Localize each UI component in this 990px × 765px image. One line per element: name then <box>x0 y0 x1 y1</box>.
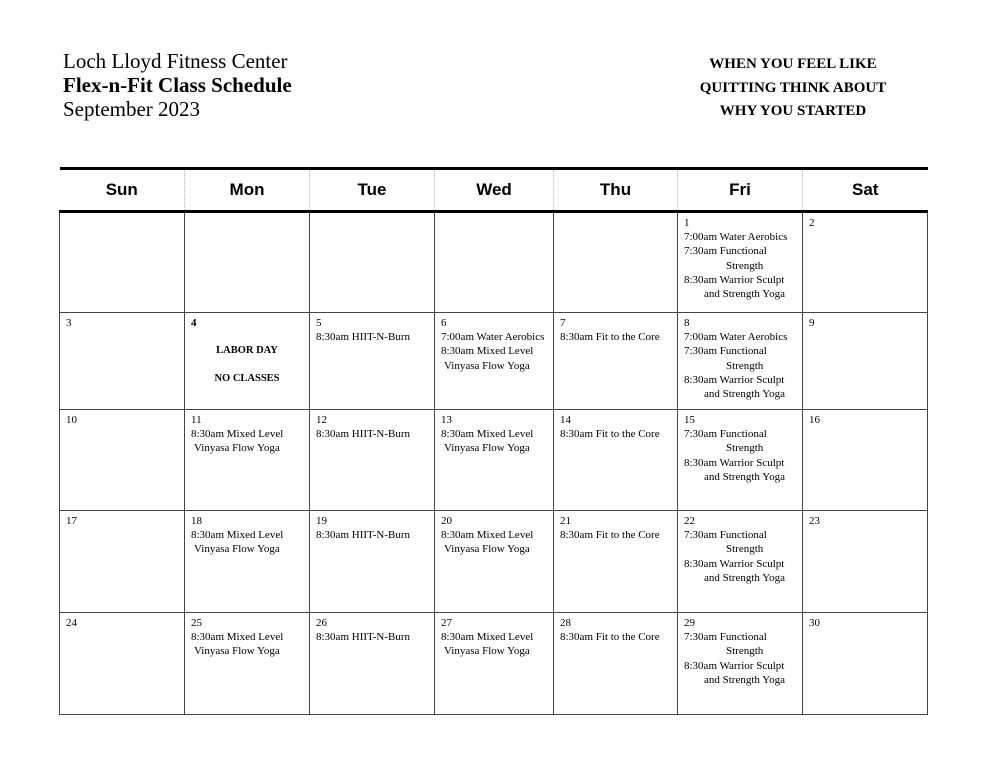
day-cell <box>435 511 554 613</box>
day-cell <box>60 511 185 613</box>
class-event: 8:30am HIIT-N-Burn <box>316 331 410 344</box>
day-number: 19 <box>316 515 327 527</box>
day-cell <box>803 511 928 613</box>
day-number: 23 <box>809 515 820 527</box>
day-cell <box>185 410 310 511</box>
day-cell <box>60 613 185 715</box>
weekday-sun: Sun <box>60 169 185 212</box>
day-cell <box>60 313 185 410</box>
weekday-thu: Thu <box>554 169 678 212</box>
class-event: 7:30am Functional <box>684 631 767 644</box>
class-event-cont: Vinyasa Flow Yoga <box>444 442 530 455</box>
class-event: 8:30am Mixed Level <box>441 345 534 358</box>
class-event: 7:00am Water Aerobics <box>684 231 788 244</box>
day-number: 25 <box>191 617 202 629</box>
day-number: 5 <box>316 317 322 329</box>
day-cell <box>554 511 678 613</box>
class-event: 8:30am Mixed Level <box>191 428 284 441</box>
day-cell <box>678 613 803 715</box>
weekday-tue: Tue <box>310 169 435 212</box>
class-event: 8:30am Fit to the Core <box>560 631 660 644</box>
day-number: 15 <box>684 414 695 426</box>
day-cell <box>803 410 928 511</box>
class-event: 8:30am HIIT-N-Burn <box>316 428 410 441</box>
day-number: 18 <box>191 515 202 527</box>
class-event-cont: Vinyasa Flow Yoga <box>444 359 530 372</box>
day-cell-empty <box>60 212 185 313</box>
class-event: 8:30am HIIT-N-Burn <box>316 529 410 542</box>
class-event: 7:30am Functional <box>684 428 767 441</box>
quote-line-3: WHY YOU STARTED <box>719 103 867 119</box>
class-event: 7:30am Functional <box>684 529 767 542</box>
class-event-cont: and Strength Yoga <box>704 470 785 483</box>
day-number: 12 <box>316 414 327 426</box>
day-number: 20 <box>441 515 452 527</box>
day-number: 6 <box>441 317 447 329</box>
quote-line-1: WHEN YOU FEEL LIKE <box>709 56 877 72</box>
class-event: 8:30am Mixed Level <box>441 428 534 441</box>
class-event-cont: Strength <box>726 259 764 272</box>
class-event: 7:30am Functional <box>684 245 767 258</box>
day-cell-holiday <box>185 313 310 410</box>
day-cell <box>554 410 678 511</box>
day-cell <box>310 511 435 613</box>
class-event-cont: and Strength Yoga <box>704 571 785 584</box>
day-number: 14 <box>560 414 571 426</box>
day-cell <box>310 613 435 715</box>
week-row <box>60 410 928 511</box>
day-cell <box>803 613 928 715</box>
class-event-cont: Strength <box>726 645 764 658</box>
class-event: 7:00am Water Aerobics <box>684 331 788 344</box>
day-cell <box>60 410 185 511</box>
class-event: 8:30am Warrior Sculpt <box>684 659 785 672</box>
weekday-mon: Mon <box>185 169 310 212</box>
day-cell <box>678 313 803 410</box>
day-cell <box>310 410 435 511</box>
class-event-cont: Strength <box>726 442 764 455</box>
class-event: 8:30am Fit to the Core <box>560 331 660 344</box>
class-event: 8:30am HIIT-N-Burn <box>316 631 410 644</box>
day-number: 7 <box>560 317 566 329</box>
day-cell <box>803 212 928 313</box>
class-event-cont: Vinyasa Flow Yoga <box>194 442 280 455</box>
day-cell-empty <box>310 212 435 313</box>
day-cell <box>435 313 554 410</box>
class-event-cont: and Strength Yoga <box>704 388 785 401</box>
day-number: 2 <box>809 217 815 229</box>
motivational-quote <box>668 53 918 124</box>
day-number: 13 <box>441 414 452 426</box>
day-number: 4 <box>191 317 197 329</box>
day-cell <box>803 313 928 410</box>
class-event: 8:30am Mixed Level <box>441 631 534 644</box>
day-number: 27 <box>441 617 452 629</box>
day-cell <box>678 212 803 313</box>
day-cell-empty <box>554 212 678 313</box>
day-cell <box>435 410 554 511</box>
day-number: 22 <box>684 515 695 527</box>
day-number: 17 <box>66 515 77 527</box>
class-event: 8:30am Fit to the Core <box>560 428 660 441</box>
class-event: 8:30am Mixed Level <box>441 529 534 542</box>
schedule-title: Flex-n-Fit Class Schedule <box>63 73 292 97</box>
class-event-cont: Strength <box>726 543 764 556</box>
day-cell <box>185 613 310 715</box>
calendar-table <box>59 167 928 715</box>
day-cell-empty <box>435 212 554 313</box>
class-event: 8:30am Mixed Level <box>191 529 284 542</box>
day-number: 9 <box>809 317 815 329</box>
class-event-cont: and Strength Yoga <box>704 288 785 301</box>
class-event: 8:30am Warrior Sculpt <box>684 373 785 386</box>
day-number: 3 <box>66 317 72 329</box>
weekday-header-row <box>60 169 928 212</box>
class-event: 8:30am Warrior Sculpt <box>684 273 785 286</box>
class-event-cont: Strength <box>726 359 764 372</box>
quote-line-2: QUITTING THINK ABOUT <box>699 79 887 96</box>
day-cell <box>678 511 803 613</box>
class-event: 7:30am Functional <box>684 345 767 358</box>
day-number: 1 <box>684 217 690 229</box>
weekday-sat: Sat <box>803 169 928 212</box>
week-row <box>60 313 928 410</box>
day-number: 26 <box>316 617 327 629</box>
page-header <box>63 49 292 121</box>
week-row <box>60 613 928 715</box>
schedule-month: September 2023 <box>63 97 201 121</box>
day-number: 11 <box>191 414 202 426</box>
day-cell <box>185 511 310 613</box>
class-event: 8:30am Warrior Sculpt <box>684 557 785 570</box>
holiday-note: NO CLASSES <box>214 373 280 385</box>
day-cell <box>554 613 678 715</box>
day-number: 24 <box>66 617 77 629</box>
class-event: 8:30am Warrior Sculpt <box>684 456 785 469</box>
class-event-cont: Vinyasa Flow Yoga <box>444 645 530 658</box>
week-row <box>60 212 928 313</box>
day-number: 10 <box>66 414 77 426</box>
day-cell <box>310 313 435 410</box>
class-event: 7:00am Water Aerobics <box>441 331 545 344</box>
day-cell <box>435 613 554 715</box>
day-number: 28 <box>560 617 571 629</box>
day-number: 30 <box>809 617 820 629</box>
day-cell-empty <box>185 212 310 313</box>
week-row <box>60 511 928 613</box>
day-number: 16 <box>809 414 820 426</box>
weekday-fri: Fri <box>678 169 803 212</box>
holiday-label: LABOR DAY <box>216 345 278 357</box>
class-event: 8:30am Mixed Level <box>191 631 284 644</box>
class-event-cont: Vinyasa Flow Yoga <box>194 543 280 556</box>
class-event-cont: Vinyasa Flow Yoga <box>444 543 530 556</box>
day-cell <box>554 313 678 410</box>
class-event-cont: Vinyasa Flow Yoga <box>194 645 280 658</box>
class-event-cont: and Strength Yoga <box>704 673 785 686</box>
weekday-wed: Wed <box>435 169 554 212</box>
center-name: Loch Lloyd Fitness Center <box>63 49 288 73</box>
class-event: 8:30am Fit to the Core <box>560 529 660 542</box>
day-cell <box>678 410 803 511</box>
day-number: 29 <box>684 617 695 629</box>
day-number: 8 <box>684 317 690 329</box>
day-number: 21 <box>560 515 571 527</box>
